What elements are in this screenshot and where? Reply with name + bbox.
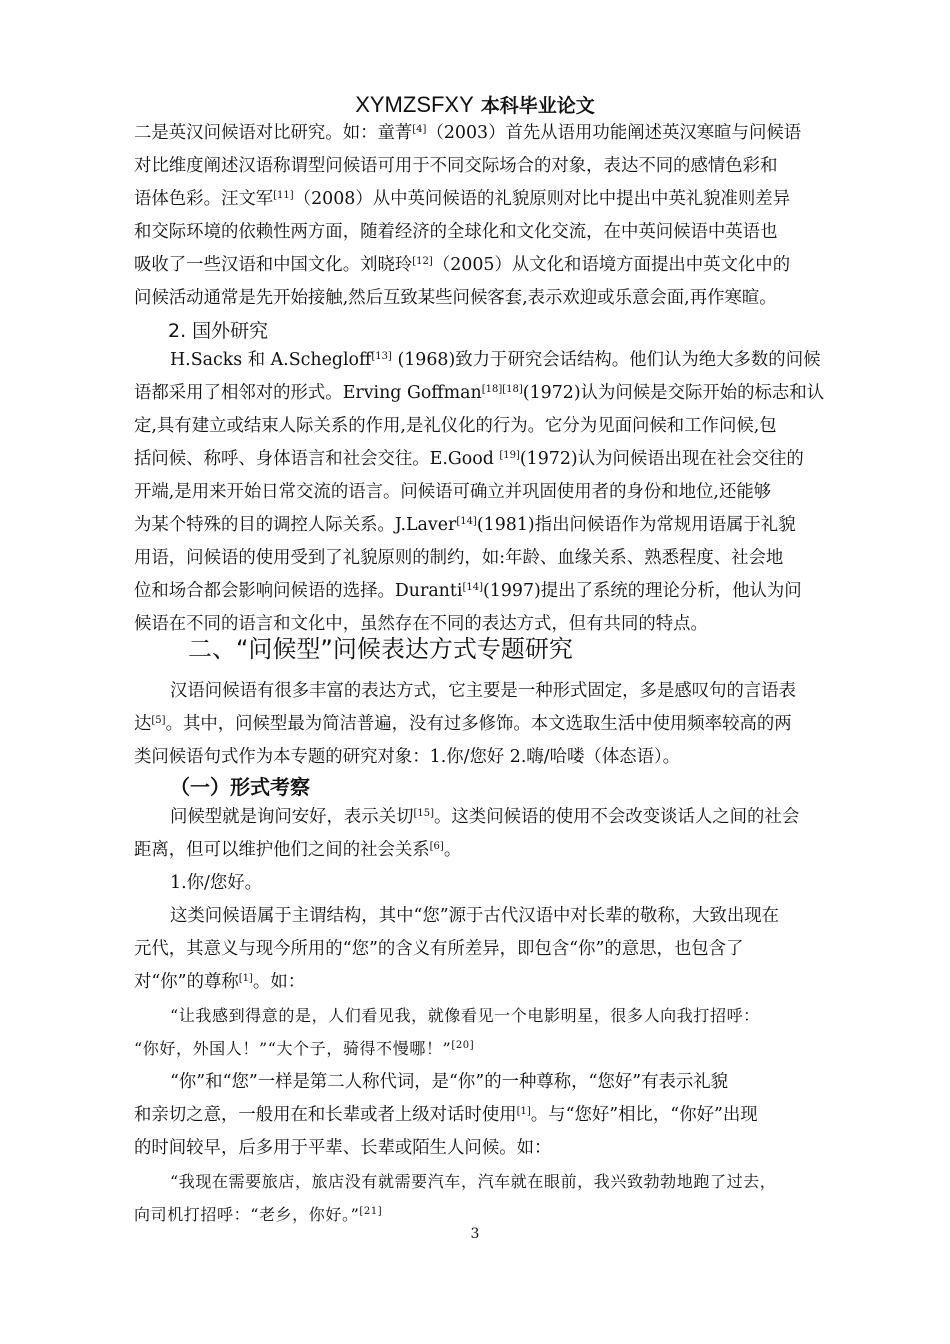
running-header: [0, 90, 950, 121]
paragraph-line: 为某个特殊的目的调控人际关系。J.Laver[14](1981)指出问候语作为常规用语属于礼貌: [134, 515, 796, 535]
paragraph-line: 二是英汉问候语对比研究。如：童菁[4]（2003）首先从语用功能阐述英汉寒暄与问候语: [134, 123, 802, 143]
paragraph-line: 语都采用了相邻对的形式。Erving Goffman[18][18](1972)认为问候是交际开始的标志和认: [134, 383, 825, 403]
header-school-code: XYMZSFXY: [355, 92, 474, 117]
paragraph-line: 开端,是用来开始日常交流的语言。问候语可确立并巩固使用者的身份和地位,还能够: [134, 482, 772, 502]
paragraph-line: “你”和“您”一样是第二人称代词，是“你”的一种尊称，“您好”有表示礼貌: [170, 1072, 729, 1092]
paragraph-line: 吸收了一些汉语和中国文化。刘晓玲[12]（2005）从文化和语境方面提出中英文化中的: [134, 255, 791, 275]
paragraph-line: 类问候语句式作为本专题的研究对象：1.你/您好 2.嗨/哈喽（体态语）。: [134, 747, 681, 767]
list-item-label: 1.你/您好。: [170, 873, 263, 893]
paragraph-line: 距离，但可以维护他们之间的社会关系[6]。: [134, 840, 462, 860]
paragraph-line: 定,具有建立或结束人际关系的作用,是礼仪化的行为。它分为见面问候和工作问候,包: [134, 416, 777, 436]
quote-line: “我现在需要旅店，旅店没有就需要汽车，汽车就在眼前，我兴致勃勃地跑了过去，: [170, 1172, 777, 1191]
paragraph-line: 和交际环境的依赖性两方面，随着经济的全球化和文化交流，在中英问候语中英语也: [134, 222, 778, 242]
paragraph-line: 候语在不同的语言和文化中，虽然存在不同的表达方式，但有共同的特点。: [134, 614, 708, 634]
paragraph-line: 括问候、称呼、身体语言和社会交往。E.Good [19](1972)认为问候语出现在社会交往的: [134, 449, 804, 469]
paragraph-line: 这类问候语属于主谓结构，其中“您”源于古代汉语中对长辈的敬称，大致出现在: [170, 906, 780, 926]
paragraph-line: 的时间较早，后多用于平辈、长辈或陌生人问候。如：: [134, 1138, 552, 1158]
paragraph-line: 对比维度阐述汉语称谓型问候语可用于不同交际场合的对象，表达不同的感情色彩和: [134, 156, 778, 176]
chapter-heading: 二、“问候型”问候表达方式专题研究: [188, 635, 573, 663]
paragraph-line: 和亲切之意，一般用在和长辈或者上级对话时使用[1]。与“您好”相比，“你好”出现: [134, 1105, 758, 1125]
quote-line: 向司机打招呼：“老乡，你好。”[21]: [134, 1205, 383, 1224]
paragraph-line: H.Sacks 和 A.Schegloff[13] (1968)致力于研究会话结构。他们认为绝大多数的问候: [170, 350, 821, 370]
paragraph-line: 达[5]。其中，问候型最为简洁普遍，没有过多修饰。本文选取生活中使用频率较高的两: [134, 714, 792, 734]
paragraph-line: 对“你”的尊称[1]。如：: [134, 972, 306, 992]
paragraph-line: 语体色彩。汪文军[11]（2008）从中英问候语的礼貌原则对比中提出中英礼貌准则差异: [134, 189, 791, 209]
page-number: 3: [470, 1226, 480, 1242]
paragraph-line: 用语，问候语的使用受到了礼貌原则的制约，如:年龄、血缘关系、熟悉程度、社会地: [134, 548, 784, 568]
header-title: 本科毕业论文: [480, 95, 595, 117]
section-heading-foreign-research: 2. 国外研究: [168, 320, 269, 342]
quote-line: “你好，外国人！”“大个子，骑得不慢哪！”[20]: [134, 1039, 475, 1058]
paragraph-line: 问候活动通常是先开始接触,然后互致某些问候客套,表示欢迎或乐意会面,再作寒暄。: [134, 288, 777, 308]
paragraph-line: 元代，其意义与现今所用的“您”的含义有所差异，即包含“你”的意思，也包含了: [134, 939, 744, 959]
subsection-heading-form-study: （一）形式考察: [170, 775, 310, 799]
quote-line: “让我感到得意的是，人们看见我，就像看见一个电影明星，很多人向我打招呼：: [170, 1006, 760, 1025]
paragraph-line: 位和场合都会影响问候语的选择。Duranti[14](1997)提出了系统的理论分析，他认为问: [134, 581, 802, 601]
paragraph-line: 问候型就是询问安好，表示关切[15]。这类问候语的使用不会改变谈话人之间的社会: [170, 807, 800, 827]
paragraph-line: 汉语问候语有很多丰富的表达方式，它主要是一种形式固定，多是感叹句的言语表: [170, 681, 797, 701]
